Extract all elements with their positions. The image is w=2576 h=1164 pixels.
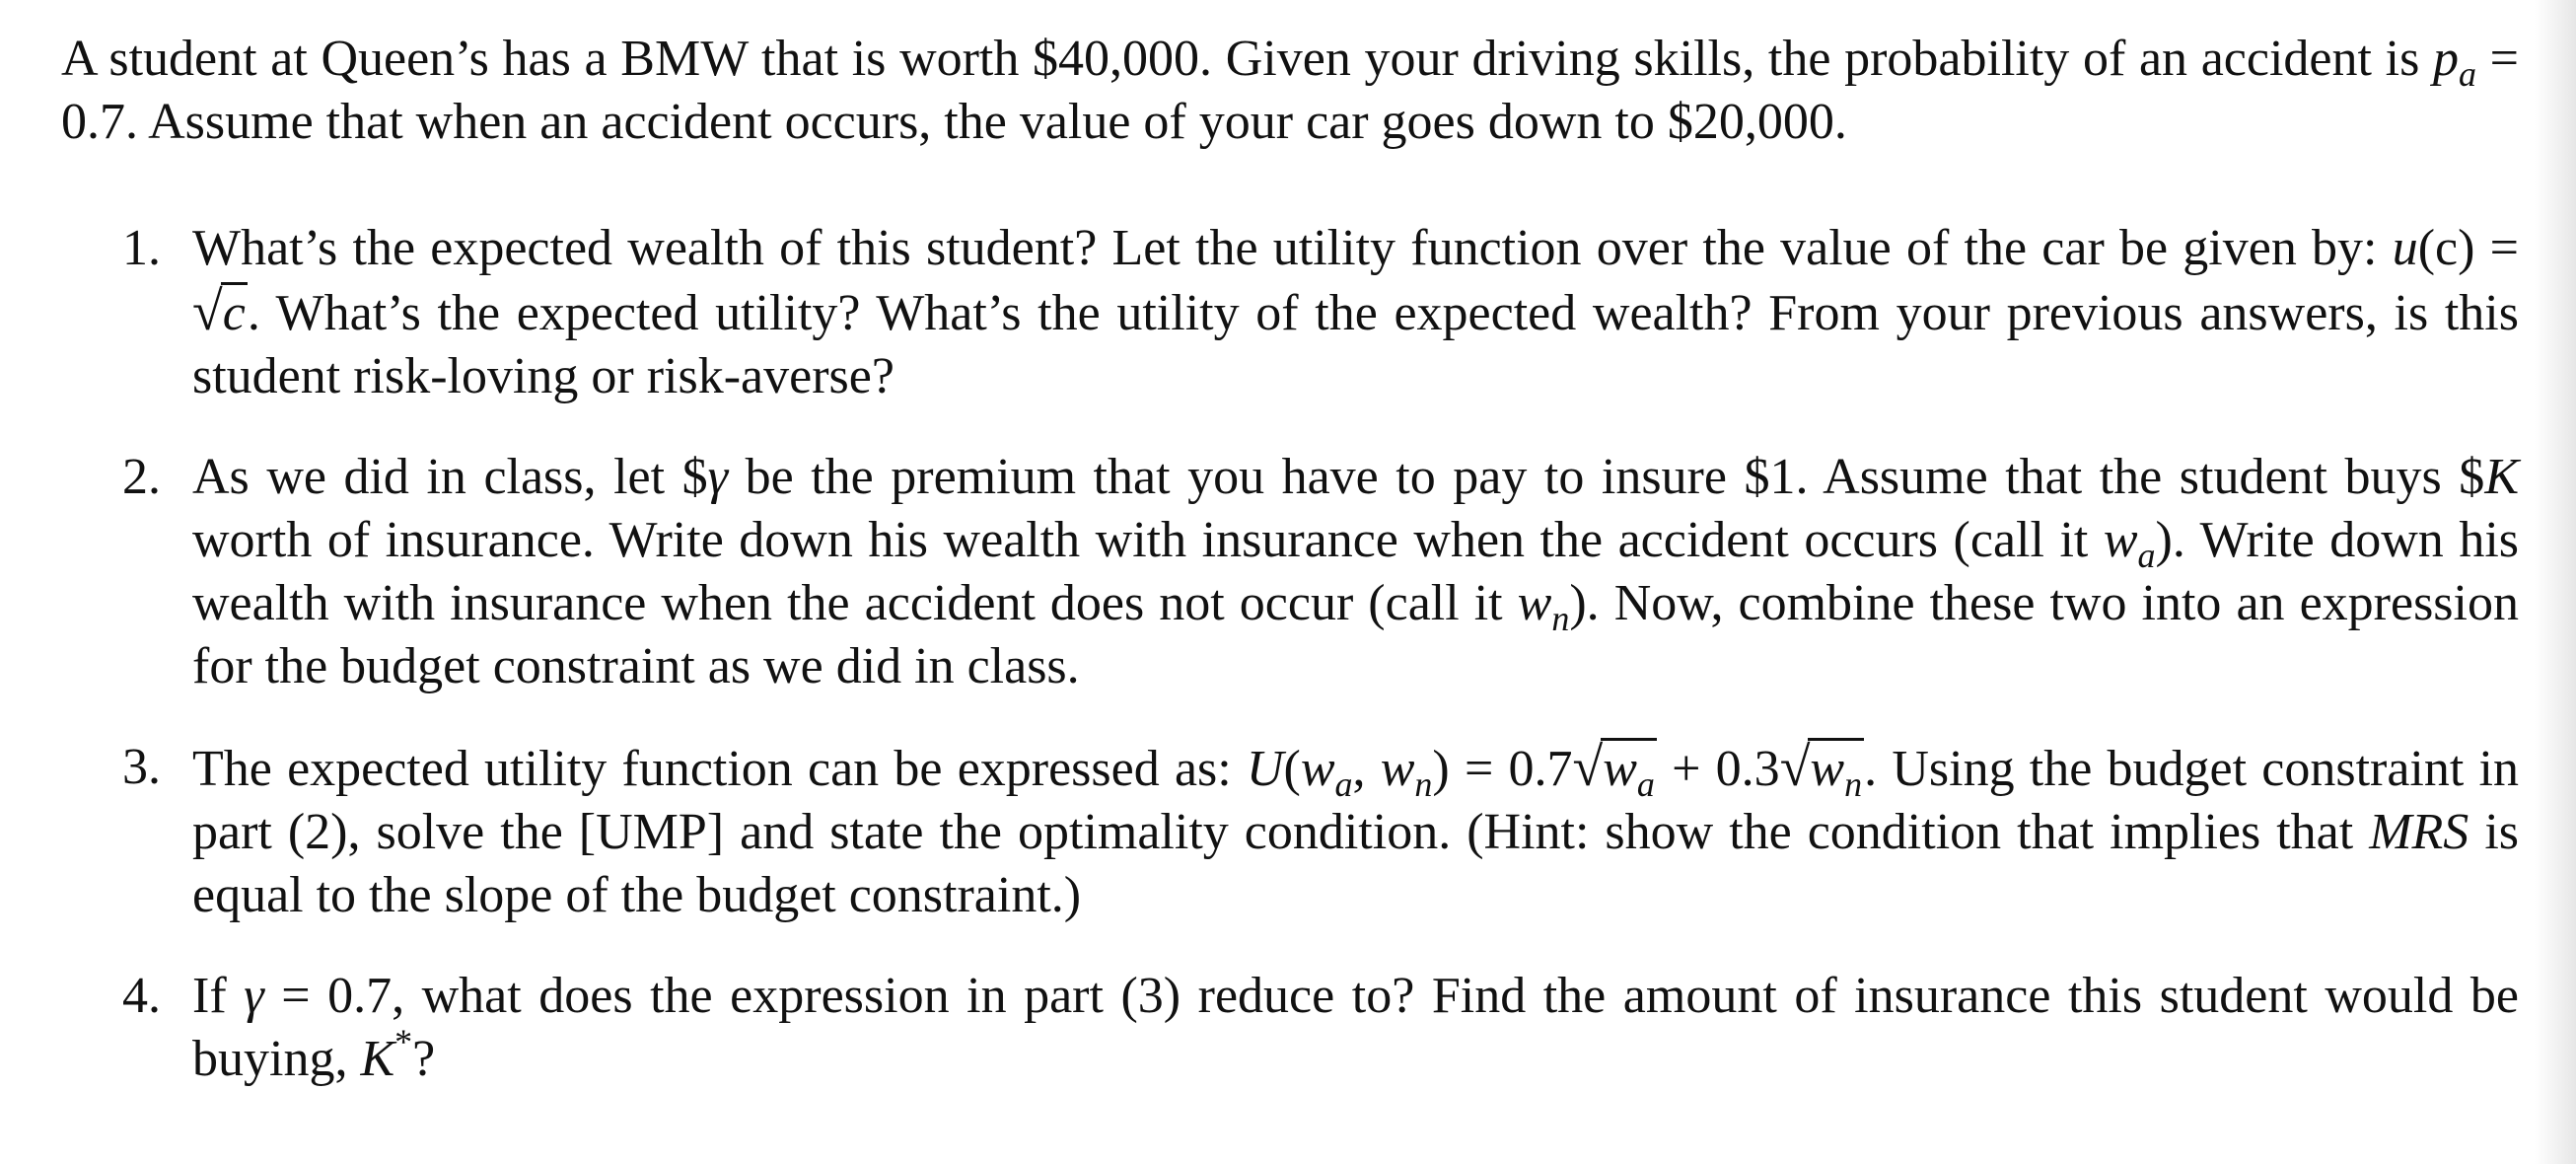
sqrt-wa — [1572, 737, 1657, 804]
question-text: ). Now, combine these two into an expression for the budget constraint as we did in class. — [192, 575, 2519, 694]
question-text: worth of insurance. Write down his wealth with insurance when the accident occurs (call it — [192, 512, 2104, 568]
question-number: 1. — [122, 220, 161, 276]
question-number: 3. — [122, 739, 161, 795]
math-p: p — [2432, 31, 2459, 87]
math-star: * — [394, 1022, 413, 1061]
math-gamma: γ — [707, 449, 729, 505]
math-comma: , — [1352, 741, 1381, 797]
question-list — [61, 217, 2519, 1091]
question-text: = 0.7, what does the expression in part (3) reduce to? Find the amount of insurance this student would be buying, — [192, 968, 2519, 1087]
math-w: w — [1603, 741, 1637, 797]
question-number: 4. — [122, 968, 161, 1024]
math-sub-a: a — [2458, 54, 2476, 94]
math-pa-value: = 0.7 — [61, 31, 2519, 150]
math-paren-open: ( — [1283, 741, 1301, 797]
question-2 — [61, 446, 2519, 698]
intro-text-2: . Assume that when an accident occurs, the value of your car goes down to $20,000. — [125, 94, 1847, 150]
question-text: As we did in class, let $ — [192, 449, 708, 505]
question-text: ). Write down his wealth with insurance when the accident does not occur (call it — [192, 512, 2519, 631]
math-w: w — [1810, 741, 1845, 797]
sqrt-wn — [1779, 737, 1864, 804]
intro-paragraph — [61, 28, 2519, 154]
radical-sign: √ — [192, 281, 223, 342]
radical-sign: √ — [1779, 737, 1811, 798]
question-text: What’s the expected wealth of this student? Let the utility function over the value of the car be given by: — [192, 220, 2393, 276]
math-close-coef: ) = 0.7 — [1432, 741, 1573, 797]
math-w: w — [2103, 512, 2138, 568]
math-u: u — [2392, 220, 2418, 276]
math-sub-a: a — [1636, 764, 1655, 804]
math-c: c — [221, 282, 248, 341]
math-sub-n: n — [1844, 764, 1863, 804]
question-text: . Using the budget constraint in part (2), solve the [UMP] and state the optimality condition. (Hint: show the condition that implies that — [192, 741, 2519, 860]
radical-sign: √ — [1572, 737, 1604, 798]
math-gamma: γ — [244, 968, 264, 1024]
question-1 — [61, 217, 2519, 408]
math-sub-n: n — [1414, 764, 1433, 804]
question-text: The expected utility function can be expressed as: — [192, 741, 1247, 797]
problem-text — [61, 28, 2519, 1128]
math-K: K — [2484, 449, 2519, 505]
question-text: . What’s the expected utility? What’s the utility of the expected wealth? From your previous answers, is this student risk-loving or risk-averse? — [192, 285, 2519, 404]
question-3 — [61, 736, 2519, 927]
question-4 — [61, 965, 2519, 1091]
page-edge-shadow — [2535, 0, 2576, 1164]
math-U: U — [1246, 741, 1284, 797]
question-number: 2. — [122, 449, 161, 505]
math-K: K — [360, 1031, 395, 1087]
question-text: be the premium that you have to pay to insure $1. Assume that the student buys $ — [728, 449, 2485, 505]
math-sub-n: n — [1551, 599, 1570, 638]
math-MRS: MRS — [2369, 804, 2469, 860]
question-text: is equal to the slope of the budget constraint.) — [192, 804, 2519, 923]
question-text: ? — [412, 1031, 436, 1087]
math-w: w — [1300, 741, 1335, 797]
math-plus-coef: + 0.3 — [1656, 741, 1780, 797]
math-sub-a: a — [1334, 764, 1353, 804]
math-paren: (c) = — [2417, 220, 2520, 276]
sqrt-c — [192, 281, 248, 342]
math-w: w — [1380, 741, 1415, 797]
question-text: If — [192, 968, 245, 1024]
math-w: w — [1517, 575, 1552, 631]
intro-text-1: A student at Queen’s has a BMW that is worth $40,000. Given your driving skills, the probability of an accident is — [61, 31, 2433, 87]
math-sub-a: a — [2137, 536, 2156, 575]
